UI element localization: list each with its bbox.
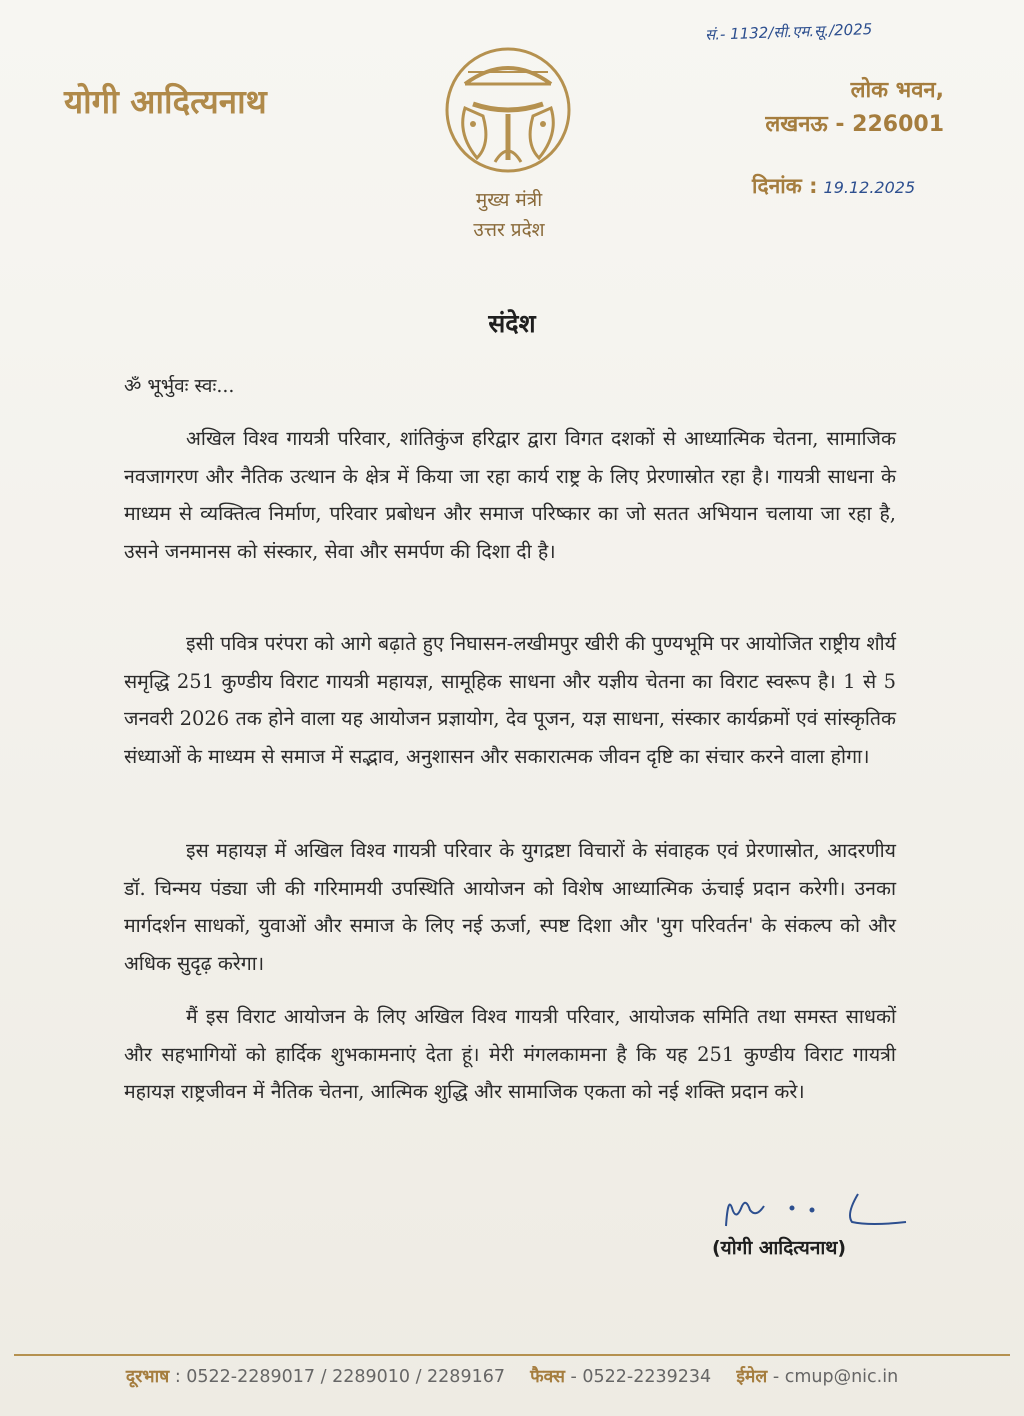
sender-name: योगी आदित्यनाथ	[64, 82, 267, 121]
fax-value: - 0522-2239234	[570, 1367, 712, 1387]
email-value: - cmup@nic.in	[772, 1367, 899, 1387]
body-paragraph-2: इसी पवित्र परंपरा को आगे बढ़ाते हुए निघासन-लखीमपुर खीरी की पुण्यभूमि पर आयोजित राष्ट्रीय शौर्य समृद्धि 251 कुण्डीय विराट गायत्री महायज्ञ, सामूहिक साधना और यज्ञीय चेतना का विराट स्वरूप है। 1 से 5 जनवरी 2026 तक होने वाला यह आयोजन प्रज्ञायोग, देव पूजन, यज्ञ साधना, संस्कार कार्यक्रमों एवं सांस्कृतिक संध्याओं के माध्यम से समाज में सद्भाव, अनुशासन और सकारात्मक जीवन दृष्टि का संचार करने वाला होगा।	[124, 632, 896, 768]
footer-divider	[14, 1354, 1010, 1356]
date-value: 19.12.2025	[823, 178, 916, 197]
body-paragraph-3: इस महायज्ञ में अखिल विश्व गायत्री परिवार के युगद्रष्टा विचारों के संवाहक एवं प्रेरणास्रोत, आदरणीय डॉ. चिन्मय पंड्या जी की गरिमामयी उपस्थिति आयोजन को विशेष आध्यात्मिक ऊंचाई प्रदान करेगी। उनका मार्गदर्शन साधकों, युवाओं और समाज के लिए नई ऊर्जा, स्पष्ट दिशा और 'युग परिवर्तन' के संकल्प को और अधिक सुदृढ़ करेगा।	[124, 839, 896, 975]
date-row	[752, 172, 915, 200]
office-address	[752, 74, 944, 142]
gayatri-mantra-opening: ॐ भूर्भुवः स्वः...	[124, 375, 235, 397]
email-label: ईमेल	[736, 1367, 768, 1387]
fax-label: फैक्स	[530, 1367, 565, 1387]
body-paragraph-1: अखिल विश्व गायत्री परिवार, शांतिकुंज हरिद्वार द्वारा विगत दशकों से आध्यात्मिक चेतना, सामाजिक नवजागरण और नैतिक उत्थान के क्षेत्र में किया जा रहा कार्य राष्ट्र के लिए प्रेरणास्रोत रहा है। गायत्री साधना के माध्यम से व्यक्तित्व निर्माण, परिवार प्रबोधन और समाज परिष्कार का जो सतत अभियान चलाया जा रहा है, उसने जनमानस को संस्कार, सेवा और समर्पण की दिशा दी है।	[124, 427, 896, 563]
body-paragraph-4: मैं इस विराट आयोजन के लिए अखिल विश्व गायत्री परिवार, आयोजक समिति तथा समस्त साधकों और सहभागियों को हार्दिक शुभकामनाएं देता हूं। मेरी मंगलकामना है कि यह 251 कुण्डीय विराट गायत्री महायज्ञ राष्ट्रजीवन में नैतिक चेतना, आत्मिक शुद्धि और सामाजिक एकता को नई शक्ति प्रदान करे।	[124, 1005, 896, 1103]
office-line-1: मुख्य मंत्री	[475, 189, 543, 211]
address-line-2: लखनऊ - 226001	[765, 112, 944, 137]
handwritten-signature	[720, 1188, 910, 1232]
address-line-1: लोक भवन,	[850, 78, 944, 103]
phone-label: दूरभाष	[125, 1367, 170, 1387]
up-government-emblem-icon	[443, 44, 573, 176]
signatory-name: (योगी आदित्यनाथ)	[712, 1237, 847, 1259]
date-label: दिनांक :	[752, 174, 818, 198]
office-line-2: उत्तर प्रदेश	[473, 219, 545, 241]
message-heading: संदेश	[488, 309, 536, 338]
reference-number: सं.- 1132/सी.एम.सू./2025	[704, 20, 873, 44]
footer-contact	[0, 1364, 1024, 1388]
phone-value: : 0522-2289017 / 2289010 / 2289167	[174, 1367, 505, 1387]
office-designation	[440, 185, 578, 245]
